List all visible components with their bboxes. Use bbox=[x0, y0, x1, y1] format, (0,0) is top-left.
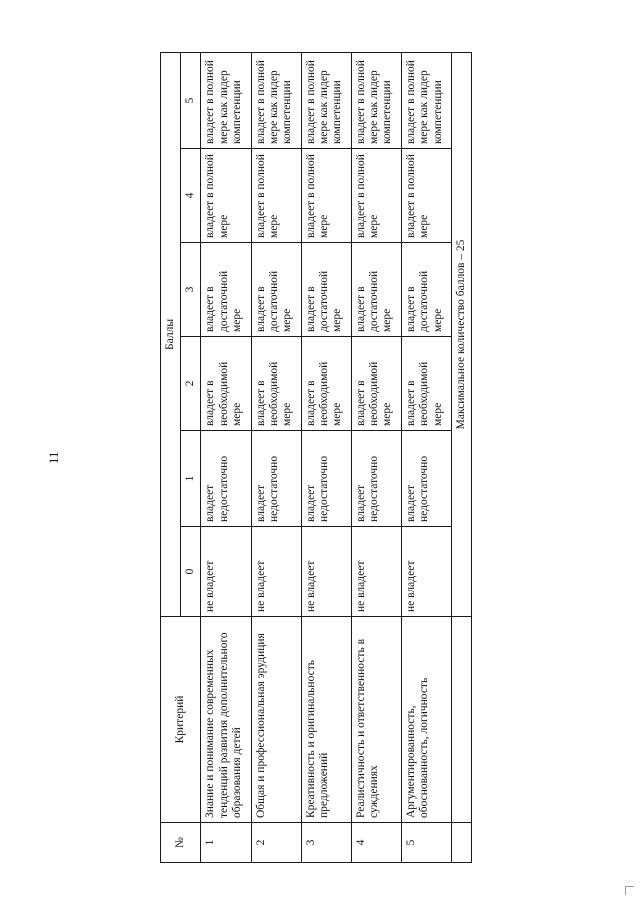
table-row bbox=[352, 52, 402, 862]
score-cell-4: владеет в полной мере bbox=[402, 148, 452, 242]
criteria-table bbox=[160, 51, 472, 862]
points-column-header: Баллы bbox=[161, 52, 181, 616]
row-number: 4 bbox=[352, 822, 402, 862]
score-cell-5: владеет в полной мере как лидер компетенции bbox=[251, 52, 301, 148]
criterion-cell: Знание и понимание современных тенденций развития дополнительного образования детей bbox=[201, 616, 251, 822]
score-cell-1: владеет недостаточно bbox=[301, 430, 351, 526]
score-header-5: 5 bbox=[181, 52, 201, 148]
row-number: 2 bbox=[251, 822, 301, 862]
criterion-cell: Реалистичность и ответственность в суждениях bbox=[352, 616, 402, 822]
score-cell-3: владеет в достаточной мере bbox=[251, 242, 301, 336]
score-cell-0: не владеет bbox=[352, 526, 402, 616]
score-cell-0: не владеет bbox=[402, 526, 452, 616]
page-number: 11 bbox=[46, 451, 61, 464]
table-row bbox=[201, 52, 251, 862]
score-cell-2: владеет в необходимой мере bbox=[352, 336, 402, 430]
score-cell-3: владеет в достаточной мере bbox=[352, 242, 402, 336]
scan-corner-mark bbox=[625, 886, 634, 895]
score-cell-5: владеет в полной мере как лидер компетенции bbox=[352, 52, 402, 148]
score-cell-2: владеет в необходимой мере bbox=[201, 336, 251, 430]
score-cell-3: владеет в достаточной мере bbox=[301, 242, 351, 336]
criterion-cell: Общая и профессиональная эрудиция bbox=[251, 616, 301, 822]
score-cell-2: владеет в необходимой мере bbox=[402, 336, 452, 430]
criterion-cell: Креативность и оригинальность предложений bbox=[301, 616, 351, 822]
score-cell-1: владеет недостаточно bbox=[352, 430, 402, 526]
score-cell-3: владеет в достаточной мере bbox=[201, 242, 251, 336]
criteria-column-header: Критерий bbox=[161, 616, 201, 822]
score-cell-3: владеет в достаточной мере bbox=[402, 242, 452, 336]
score-cell-1: владеет недостаточно bbox=[402, 430, 452, 526]
score-cell-0: не владеет bbox=[201, 526, 251, 616]
score-cell-1: владеет недостаточно bbox=[201, 430, 251, 526]
table-row bbox=[301, 52, 351, 862]
score-cell-2: владеет в необходимой мере bbox=[251, 336, 301, 430]
max-total-spacer bbox=[452, 822, 472, 862]
table-row bbox=[251, 52, 301, 862]
max-total-cell: Максимальное количество баллов – 25 bbox=[452, 52, 472, 616]
table-row bbox=[402, 52, 452, 862]
score-cell-4: владеет в полной мере bbox=[352, 148, 402, 242]
score-cell-0: не владеет bbox=[301, 526, 351, 616]
score-header-3: 3 bbox=[181, 242, 201, 336]
score-cell-5: владеет в полной мере как лидер компетенции bbox=[201, 52, 251, 148]
row-number: 1 bbox=[201, 822, 251, 862]
row-number: 5 bbox=[402, 822, 452, 862]
score-cell-4: владеет в полной мере bbox=[301, 148, 351, 242]
score-header-2: 2 bbox=[181, 336, 201, 430]
row-number: 3 bbox=[301, 822, 351, 862]
score-header-4: 4 bbox=[181, 148, 201, 242]
score-cell-0: не владеет bbox=[251, 526, 301, 616]
score-cell-1: владеет недостаточно bbox=[251, 430, 301, 526]
score-cell-2: владеет в необходимой мере bbox=[301, 336, 351, 430]
score-cell-5: владеет в полной мере как лидер компетенции bbox=[301, 52, 351, 148]
max-total-row bbox=[452, 52, 472, 862]
criterion-cell: Аргументированность, обоснованность, логичность bbox=[402, 616, 452, 822]
max-total-spacer bbox=[452, 616, 472, 822]
rotated-document bbox=[160, 43, 480, 863]
score-cell-4: владеет в полной мере bbox=[201, 148, 251, 242]
score-header-0: 0 bbox=[181, 526, 201, 616]
score-cell-5: владеет в полной мере как лидер компетенции bbox=[402, 52, 452, 148]
table-header-row bbox=[161, 52, 181, 862]
number-column-header: № bbox=[161, 822, 201, 862]
score-header-1: 1 bbox=[181, 430, 201, 526]
score-cell-4: владеет в полной мере bbox=[251, 148, 301, 242]
